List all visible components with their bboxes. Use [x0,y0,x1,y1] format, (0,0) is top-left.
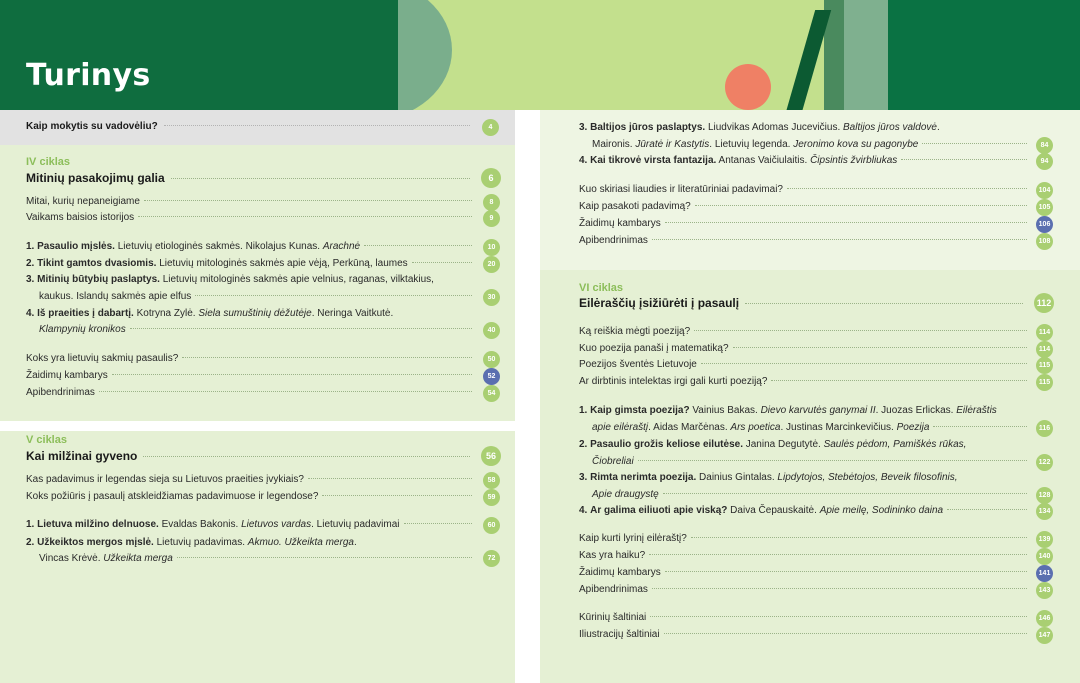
toc-entry[interactable] [579,611,1031,625]
entry-text: Kaip pasakoti padavimą? [579,201,691,212]
entry-text: Apibendrinimas [579,235,648,246]
entry-work: Ars poetica [730,422,781,433]
toc-entry[interactable] [579,325,1031,339]
page-badge: 114 [1036,341,1053,358]
panel-separator [0,421,515,431]
entry-text: Iliustracijų šaltiniai [579,629,660,640]
cycle-v-title-text: Kai milžinai gyveno [26,449,138,463]
entry-rest: . Lietuvių legenda. [709,139,794,150]
toc-entry-continued[interactable] [592,138,1031,152]
toc-entry[interactable] [26,352,476,366]
entry-title: Pasaulio mįslės. [37,241,115,252]
entry-title: Tikint gamtos dvasiomis. [37,258,157,269]
intro-label: Kaip mokytis su vadovėliu? [26,121,158,132]
entry-rest: Vincas Krėvė. [39,553,104,564]
entry-rest: . Neringa Vaitkutė. [311,308,394,319]
cycle-v-title[interactable] [26,449,476,463]
entry-title: Kaip gimsta poezija? [590,405,690,416]
entry-rest: Lietuvių mitologinės sakmės apie vėją, Perkūną, laumes [156,258,408,269]
page-badge: 108 [1036,233,1053,250]
entry-rest: Daiva Čepauskaitė. [727,505,820,516]
entry-text: Mitai, kurių nepaneigiame [26,196,140,207]
page-badge: 56 [481,446,501,466]
toc-entry-numbered[interactable] [26,257,476,271]
toc-entry[interactable] [579,628,1031,642]
page-badge: 59 [483,489,500,506]
entry-text: Kaip kurti lyrinį eilėraštį? [579,533,687,544]
entry-text: Kuo poezija panaši į matematiką? [579,343,729,354]
toc-entry[interactable] [579,566,1031,580]
page-badge: 60 [483,517,500,534]
page-badge: 20 [483,256,500,273]
toc-entry-numbered[interactable] [579,121,1031,135]
cycle-vi-title-text: Eilėraščių įsižiūrėti į pasaulį [579,296,740,310]
toc-entry[interactable] [579,342,1031,356]
toc-entry[interactable] [579,217,1031,231]
toc-entry-numbered[interactable] [26,536,476,550]
page-title: Turinys [26,58,151,93]
page-badge: 112 [1034,293,1054,313]
entry-title: Užkeiktos mergos mįslė. [37,537,154,548]
entry-rest: Vainius Bakas. [689,405,761,416]
cycle-vi-title[interactable] [579,296,1029,310]
toc-entry[interactable] [579,549,1031,563]
toc-entry[interactable] [579,183,1031,197]
entry-title: Baltijos jūros paslaptys. [590,122,706,133]
page-badge-blue: 141 [1036,565,1053,582]
toc-entry-intro[interactable] [26,121,476,132]
entry-rest: Kotryna Zylė. [133,308,199,319]
page-badge: 128 [1036,487,1053,504]
page-badge: 146 [1036,610,1053,627]
toc-entry[interactable] [26,369,476,383]
page-badge: 10 [483,239,500,256]
toc-entry[interactable] [579,200,1031,214]
entry-number: 1. [26,241,35,252]
entry-number: 1. [579,405,588,416]
entry-rest: Lietuvių etiologinės sakmės. Nikolajus Kunas. [114,241,323,252]
toc-entry-numbered[interactable] [579,471,1031,485]
entry-title: Rimta nerimta poezija. [590,472,697,483]
page-badge: 30 [483,289,500,306]
entry-text: Poezijos šventės Lietuvoje [579,359,697,370]
cycle-iv-label: IV ciklas [26,156,71,168]
page-badge: 122 [1036,454,1053,471]
entry-rest: kaukus. Islandų sakmės apie elfus [39,291,192,302]
page-badge: 54 [483,385,500,402]
entry-rest: . Juozas Erlickas. [875,405,957,416]
entry-text: Kuo skiriasi liaudies ir literatūriniai padavimai? [579,184,783,195]
page-badge: 40 [483,322,500,339]
page-badge: 8 [483,194,500,211]
toc-entry[interactable] [579,532,1031,546]
entry-title: Mitinių būtybių paslaptys. [37,274,160,285]
page-badge: 9 [483,210,500,227]
entry-work: Čiobreliai [592,456,634,467]
entry-rest: . [353,537,357,548]
cycle-iv-title[interactable] [26,171,476,185]
entry-number: 2. [26,258,35,269]
page-badge: 140 [1036,548,1053,565]
entry-text: Koks yra lietuvių sakmių pasaulis? [26,353,179,364]
entry-work: Dievo karvutės ganymai II [760,405,876,416]
entry-rest: . Lietuvių padavimai [311,519,400,530]
page-badge: 50 [483,351,500,368]
toc-entry-continued[interactable] [592,488,1031,502]
entry-work: Čipsintis žvirbliukas [810,155,898,166]
entry-rest: Dainius Gintalas. [696,472,778,483]
page-badge: 139 [1036,531,1053,548]
entry-work: Jeronimo kova su pagonybe [793,139,919,150]
entry-rest: . Justinas Marcinkevičius. [780,422,897,433]
entry-text: Koks požiūris į pasaulį atskleidžiamas padavimuose ir legendose? [26,491,319,502]
page-badge: 72 [483,550,500,567]
entry-text: Apibendrinimas [26,387,95,398]
entry-work: Užkeikta merga [103,553,173,564]
toc-entry[interactable] [579,358,1031,372]
page-badge: 94 [1036,153,1053,170]
entry-text: Kas padavimus ir legendas sieja su Lietuvos praeities įvykiais? [26,474,304,485]
page-badge: 115 [1036,374,1053,391]
entry-number: 2. [26,537,35,548]
entry-work: Lipdytojos, Stebėtojos, Beveik filosofinis, [777,472,958,483]
toc-entry[interactable] [579,583,1031,597]
toc-entry-continued[interactable] [39,323,476,337]
page-badge: 115 [1036,357,1053,374]
entry-number: 4. [579,155,588,166]
entry-number: 4. [26,308,35,319]
cycle-v-label: V ciklas [26,434,67,446]
header-art-orange-circle [725,64,771,110]
page-badge: 58 [483,472,500,489]
entry-text: Ką reiškia mėgti poeziją? [579,326,691,337]
entry-rest: Antanas Vaičiulaitis. [716,155,811,166]
toc-entry-continued[interactable] [592,421,1031,435]
entry-rest: Janina Degutytė. [742,439,824,450]
entry-text: Žaidimų kambarys [26,370,108,381]
toc-entry[interactable] [26,211,476,225]
entry-title: Pasaulio grožis keliose eilutėse. [590,439,743,450]
header-title-area [0,0,398,110]
page-badge: 84 [1036,137,1053,154]
entry-text: Kas yra haiku? [579,550,646,561]
toc-entry-numbered[interactable] [26,240,476,254]
toc-entry-numbered[interactable] [579,404,1031,418]
entry-rest: . [936,122,940,133]
page-badge: 4 [482,119,499,136]
entry-text: Kūrinių šaltiniai [579,612,647,623]
page-badge: 116 [1036,420,1053,437]
entry-work: Arachnė [322,241,361,252]
entry-rest: Lietuvių mitologinės sakmės apie velnius, raganas, vilktakius, [159,274,434,285]
page-badge: 114 [1036,324,1053,341]
header-banner [0,0,1080,110]
entry-text: Apibendrinimas [579,584,648,595]
entry-number: 3. [579,122,588,133]
entry-rest: . Aidas Marčėnas. [648,422,731,433]
entry-number: 2. [579,439,588,450]
entry-work: apie eilėraštį [592,422,649,433]
header-art-darkgreen [888,0,1080,110]
page-badge: 147 [1036,627,1053,644]
entry-work: Apie draugystę [592,489,659,500]
toc-entry-numbered[interactable] [579,154,1031,168]
toc-entry-numbered[interactable] [26,518,476,532]
entry-number: 1. [26,519,35,530]
toc-entry[interactable] [579,375,1031,389]
entry-title: Iš praeities į dabartį. [37,308,134,319]
entry-number: 3. [579,472,588,483]
page-badge-blue: 52 [483,368,500,385]
toc-entry-numbered[interactable] [26,307,476,321]
page-badge: 6 [481,168,501,188]
toc-entry-continued[interactable] [39,552,476,566]
entry-work: Eilėraštis [956,405,997,416]
toc-entry[interactable] [579,234,1031,248]
cycle-iv-title-text: Mitinių pasakojimų galia [26,171,165,185]
entry-number: 4. [579,505,588,516]
entry-rest: Lietuvių padavimas. [153,537,248,548]
toc-entry-numbered[interactable] [26,273,476,287]
entry-text: Žaidimų kambarys [579,218,661,229]
entry-work: Klampynių kronikos [39,324,126,335]
entry-rest: Evaldas Bakonis. [158,519,242,530]
entry-work: Siela sumuštinių dėžutėje [198,308,312,319]
entry-rest: Maironis. [592,139,636,150]
toc-entry[interactable] [26,473,476,487]
page-badge-blue: 106 [1036,216,1053,233]
entry-title: Kai tikrovė virsta fantazija. [590,155,717,166]
page-badge: 105 [1036,199,1053,216]
entry-work: Akmuo. Užkeikta merga [247,537,354,548]
toc-entry-continued[interactable] [592,455,1031,469]
cycle-vi-label: VI ciklas [579,282,624,294]
page-badge: 134 [1036,503,1053,520]
entry-text: Vaikams baisios istorijos [26,212,135,223]
entry-work: Lietuvos vardas [241,519,312,530]
page-badge: 104 [1036,182,1053,199]
toc-entry-continued[interactable] [39,290,476,304]
entry-rest: Liudvikas Adomas Jucevičius. [705,122,844,133]
entry-title: Lietuva milžino delnuose. [37,519,159,530]
toc-entry[interactable] [26,490,476,504]
toc-entry[interactable] [26,195,476,209]
page-badge: 143 [1036,582,1053,599]
entry-text: Žaidimų kambarys [579,567,661,578]
entry-work: Saulės pėdom, Pamiškės rūkas, [823,439,967,450]
toc-entry-numbered[interactable] [579,438,1031,452]
entry-work: Poezija [896,422,930,433]
entry-text: Ar dirbtinis intelektas irgi gali kurti poeziją? [579,376,768,387]
entry-work: Baltijos jūros valdovė [843,122,937,133]
toc-entry[interactable] [26,386,476,400]
entry-work: Apie meilę, Sodininko daina [819,505,944,516]
entry-work: Jūratė ir Kastytis [635,139,710,150]
toc-entry-numbered[interactable] [579,504,1031,518]
entry-title: Ar galima eiliuoti apie viską? [590,505,728,516]
entry-number: 3. [26,274,35,285]
